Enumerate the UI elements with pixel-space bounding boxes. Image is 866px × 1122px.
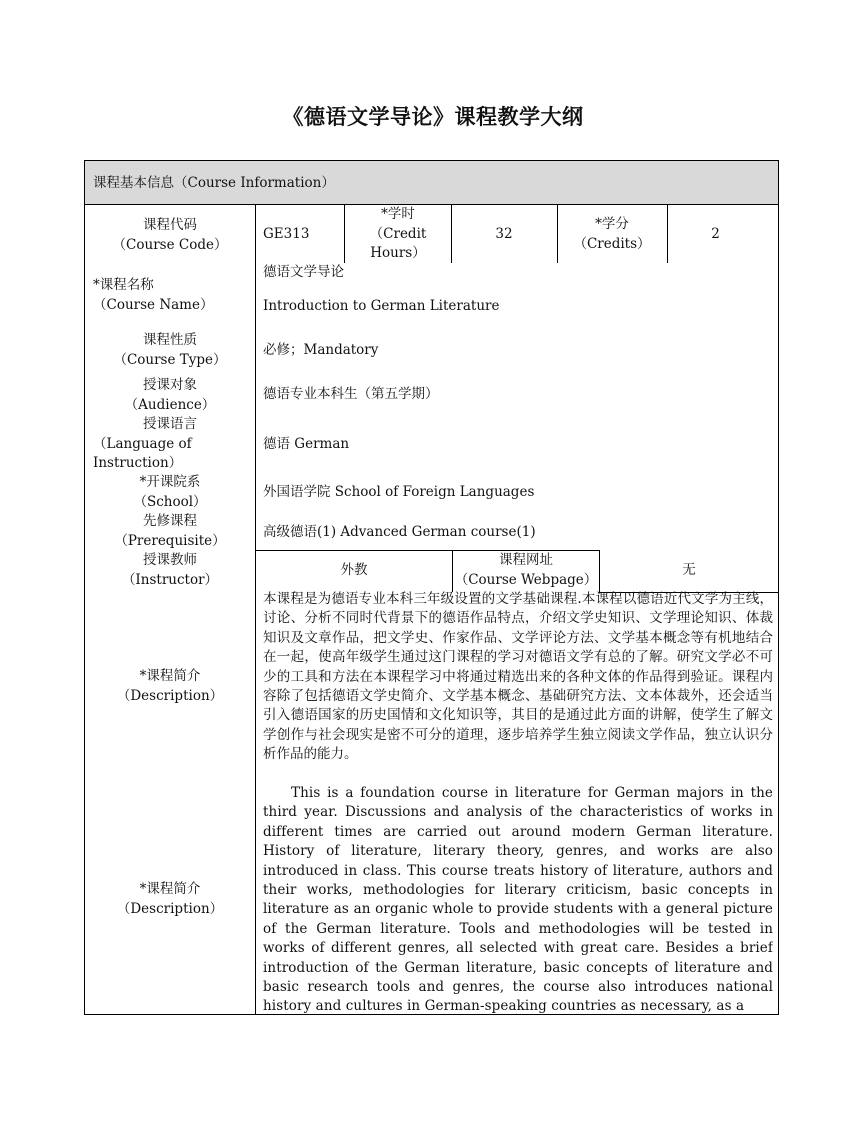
prerequisite-label: 先修课程 （Prerequisite） xyxy=(114,513,226,549)
course-type-label: 课程性质 （Course Type） xyxy=(113,332,227,368)
instructor-label: 授课教师 （Instructor） xyxy=(121,552,219,588)
prerequisite-value: 高级德语(1) Advanced German course(1) xyxy=(263,524,536,540)
audience-value: 德语专业本科生（第五学期） xyxy=(263,386,439,402)
course-name-en: Introduction to German Literature xyxy=(263,298,500,314)
instructor-value: 外教 xyxy=(340,562,368,578)
webpage-label: 课程网址 （Course Webpage） xyxy=(454,552,598,588)
course-code-value: GE313 xyxy=(263,226,310,242)
page-title: 《德语文学导论》课程教学大纲 xyxy=(282,104,584,129)
language-label: 授课语言 （Language of Instruction） xyxy=(93,416,197,471)
description-en-label: *课程简介 （Description） xyxy=(116,881,224,917)
school-label: *开课院系 （School） xyxy=(133,474,207,510)
credits-label: *学分 （Credits） xyxy=(573,216,651,252)
audience-label: 授课对象 （Audience） xyxy=(124,377,216,413)
course-code-label: 课程代码 （Course Code） xyxy=(112,217,228,253)
description-cn-text: 本课程是为德语专业本科三年级设置的文学基础课程.本课程以德语近代文学为主线，讨论、分析不同时代背景下的德语作品特点，介绍文学史知识、文学理论知识、体裁知识及文章作品，把文学史、作家作品、文学评论方法、文学基本概念等有机地结合在一起，使高年级学生通过这门课程的学习对德语文学有总的了解。研究文学必不可少的工具和方法在本课程学习中将通过精选出来的各种文体的作品得到验证。课程内容除了包括德语文学史简介、文学基本概念、基础研究方法、文本体裁外，还会适当引入德语国家的历史国情和文化知识等，其目的是通过此方面的讲解，使学生了解文学创作与社会现实是密不可分的道理，逐步培养学生独立阅读文学作品，独立认识分析作品的能力。 xyxy=(263,591,773,763)
course-type-value: 必修；Mandatory xyxy=(263,342,379,358)
school-value: 外国语学院 School of Foreign Languages xyxy=(263,484,535,500)
label-column-divider xyxy=(255,205,256,1014)
credit-hours-value: 32 xyxy=(495,226,513,242)
course-info-table xyxy=(84,160,779,1015)
language-value: 德语 German xyxy=(263,436,350,452)
description-cn-label: *课程简介 （Description） xyxy=(116,668,224,704)
webpage-value: 无 xyxy=(682,562,696,578)
description-en-text: This is a foundation course in literature for German majors in the third year. Discussions and analysis of the characteristics of works in different times are carried out around modern German literature. History of literature, literary theory, genres, and works are also introduced in class. This course treats history of literature, authors and their works, methodologies for literary criticism, basic concepts in literature as an organic whole to provide students with a general picture of the German literature. Tools and methodologies will be tested in works of different genres, all selected with great care. Besides a brief introduction of the German literature, basic concepts of literature and basic research tools and genres, the course also introduces national history and cultures in German-speaking countries as necessary, as a xyxy=(263,785,773,1014)
section-header: 课程基本信息（Course Information） xyxy=(85,161,778,205)
credit-hours-label: *学时 （Credit Hours） xyxy=(369,206,427,261)
course-name-label: *课程名称 （Course Name） xyxy=(93,277,214,313)
course-name-cn: 德语文学导论 xyxy=(263,264,344,280)
credits-value: 2 xyxy=(711,226,720,242)
